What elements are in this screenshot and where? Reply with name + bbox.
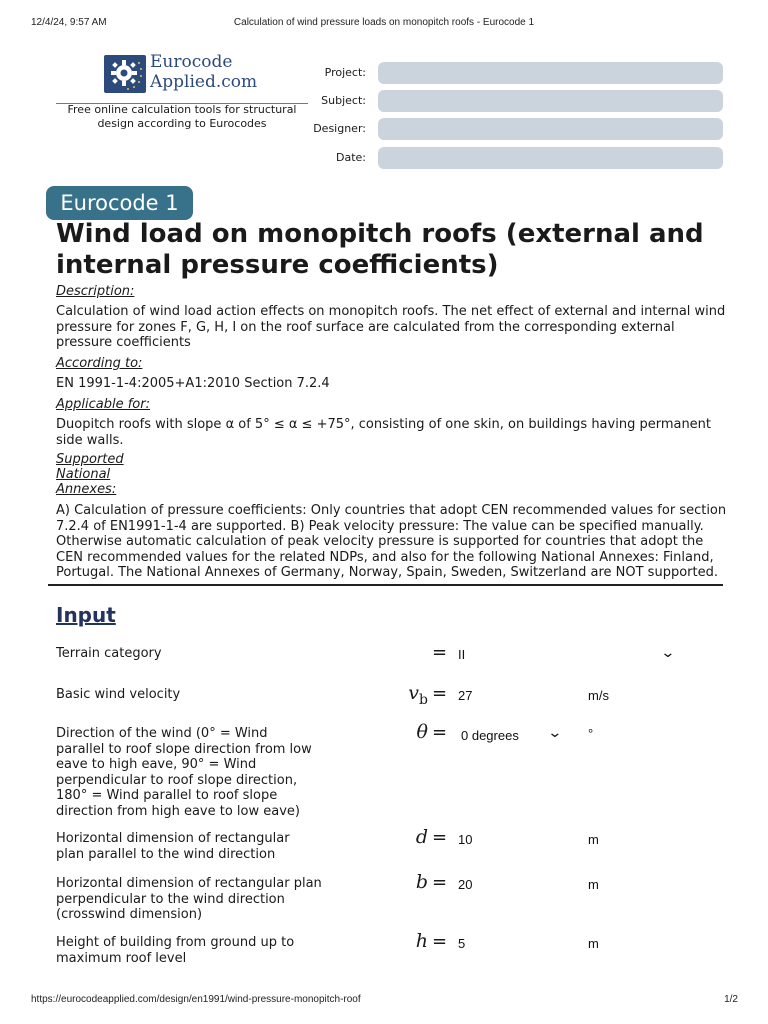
wind-velocity-label: Basic wind velocity	[56, 687, 181, 702]
height-h-symbol: h	[415, 930, 428, 952]
project-label: Project:	[324, 66, 366, 79]
according-text: EN 1991-1-4:2005+A1:2010 Section 7.2.4	[56, 376, 330, 391]
dimension-b-input[interactable]: 20	[458, 877, 473, 892]
height-h-equals: =	[432, 931, 448, 952]
description-text: Calculation of wind load action effects on monopitch roofs. The net effect of external and internal wind pressure for zones F, G, H, I on the roof surface are calculated from the corresponding external pressure coefficients	[56, 304, 726, 350]
wind-velocity-unit: m/s	[588, 688, 609, 703]
page-title: Wind load on monopitch roofs (external and internal pressure coefficients)	[56, 219, 704, 280]
subject-row	[300, 90, 724, 113]
chevron-down-icon[interactable]: ⌄	[547, 725, 563, 741]
print-page-number: 1/2	[724, 994, 738, 1005]
designer-row	[300, 118, 724, 141]
subject-label: Subject:	[321, 94, 366, 107]
applicable-heading: Applicable for:	[56, 397, 150, 412]
print-header	[0, 17, 768, 31]
print-footer	[0, 994, 768, 1008]
project-row	[300, 62, 724, 85]
terrain-category-select[interactable]: II	[458, 647, 466, 662]
wind-velocity-symbol: $v_b$	[408, 682, 428, 708]
description-heading: Description:	[56, 284, 135, 299]
date-label: Date:	[336, 151, 366, 164]
height-h-input[interactable]: 5	[458, 936, 466, 951]
dimension-d-equals: =	[432, 827, 448, 848]
site-logo[interactable]	[104, 52, 274, 95]
input-heading: Input	[56, 603, 116, 627]
dimension-b-equals: =	[432, 872, 448, 893]
according-heading: According to:	[56, 356, 143, 371]
wind-direction-select[interactable]: 0 degrees	[461, 728, 519, 743]
dimension-b-label: Horizontal dimension of rectangular plan perpendicular to the wind direction (crosswind dimension)	[56, 876, 322, 922]
subject-field[interactable]	[378, 90, 723, 112]
date-row	[300, 147, 724, 170]
height-h-label: Height of building from ground up to maximum roof level	[56, 935, 295, 966]
chevron-down-icon[interactable]: ⌄	[660, 645, 676, 661]
date-field[interactable]	[378, 147, 723, 169]
designer-field[interactable]	[378, 118, 723, 140]
annexes-heading: Supported National Annexes:	[56, 452, 124, 497]
dimension-b-unit: m	[588, 877, 599, 892]
project-field[interactable]	[378, 62, 723, 84]
dimension-d-unit: m	[588, 832, 599, 847]
annexes-text: A) Calculation of pressure coefficients: Only countries that adopt CEN recommended values for section 7.2.4 of EN1991-1-4 are supported. B) Peak velocity pressure: The value can be specified manually. Otherwise automatic calculation of peak velocity pressure is supported for countries that adopt the CEN recommended values for the related NDPs, and also for the following National Annexes: Finland, Portugal. The National Annexes of Germany, Norway, Spain, Sweden, Switzerland are NOT supported.	[56, 503, 727, 580]
site-tagline: Free online calculation tools for structural design according to Eurocodes	[67, 103, 297, 130]
gear-logo-icon	[104, 55, 146, 93]
wind-velocity-input[interactable]: 27	[458, 688, 473, 703]
terrain-category-label: Terrain category	[56, 646, 162, 661]
logo-text: Eurocode Applied.com	[150, 52, 258, 92]
wind-direction-unit: °	[588, 726, 594, 741]
print-page-title: Calculation of wind pressure loads on monopitch roofs - Eurocode 1	[233, 17, 535, 28]
eurocode-badge: Eurocode 1	[46, 186, 193, 220]
designer-label: Designer:	[313, 122, 366, 135]
dimension-b-symbol: b	[415, 871, 428, 893]
print-datetime: 12/4/24, 9:57 AM	[31, 17, 107, 28]
height-h-unit: m	[588, 936, 599, 951]
applicable-text: Duopitch roofs with slope α of 5° ≤ α ≤ +75°, consisting of one skin, on buildings having permanent side walls.	[56, 417, 712, 448]
dimension-d-label: Horizontal dimension of rectangular plan parallel to the wind direction	[56, 831, 290, 862]
dimension-d-input[interactable]: 10	[458, 832, 473, 847]
wind-velocity-equals: =	[432, 683, 448, 704]
print-url[interactable]: https://eurocodeapplied.com/design/en1991/wind-pressure-monopitch-roof	[31, 994, 361, 1005]
section-divider	[48, 584, 723, 586]
wind-direction-symbol: θ	[416, 721, 428, 743]
wind-direction-equals: =	[432, 722, 448, 743]
terrain-category-equals: =	[432, 642, 448, 663]
dimension-d-symbol: d	[415, 826, 428, 848]
wind-direction-label: Direction of the wind (0° = Wind parallel to roof slope direction from low eave to high eave, 90° = Wind perpendicular to roof slope direction, 180° = Wind parallel to roof slope direction from high eave to low eave)	[56, 726, 312, 819]
